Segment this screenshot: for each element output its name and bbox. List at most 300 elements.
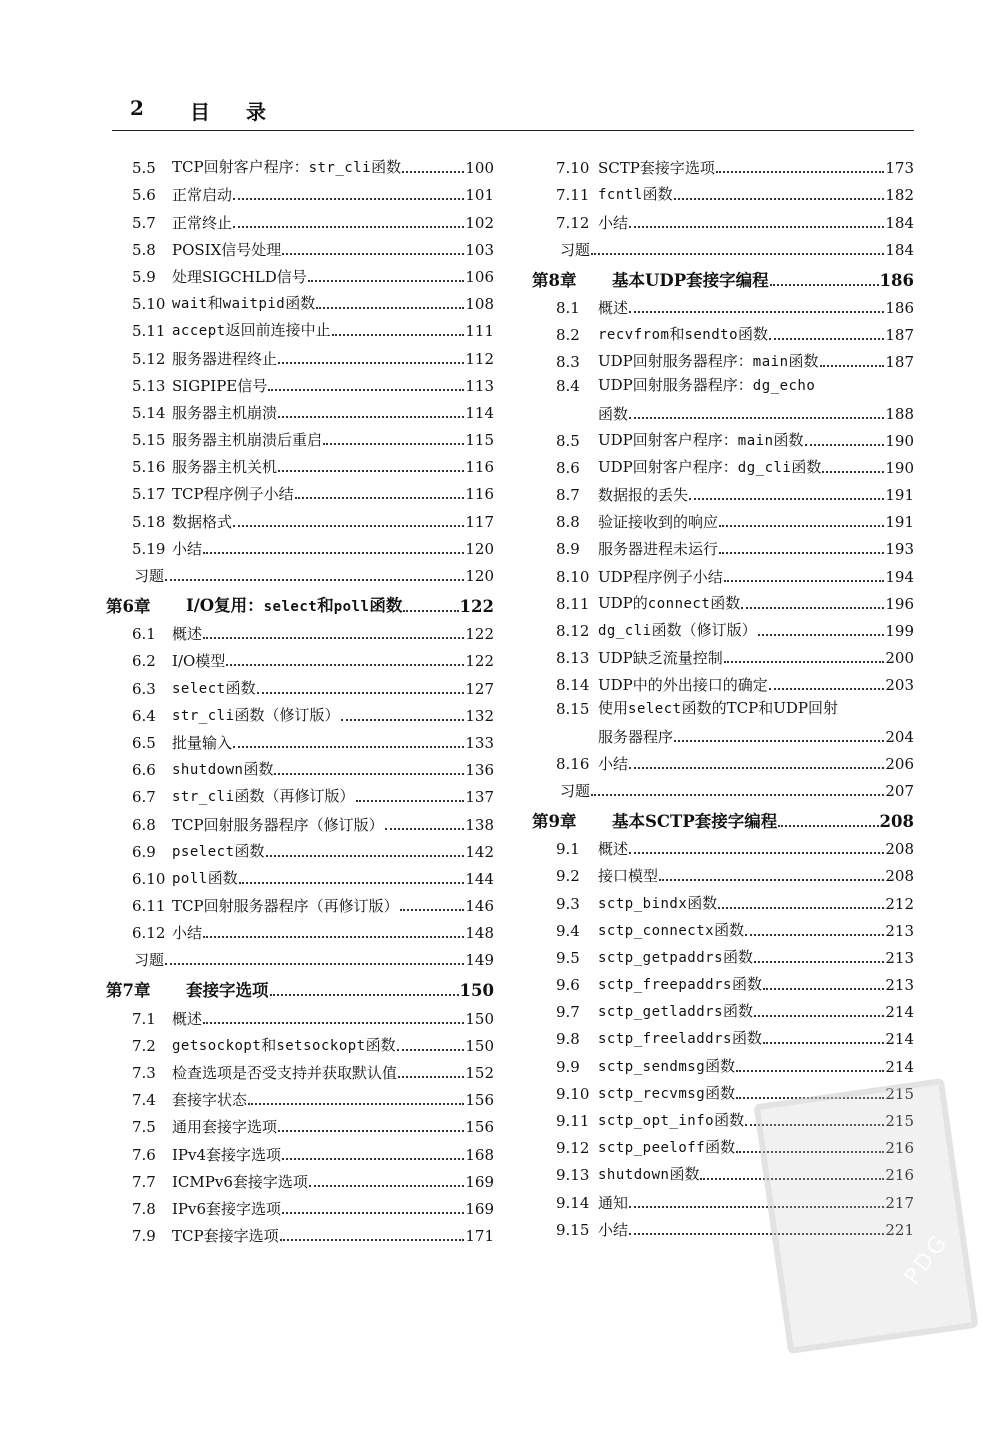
page-ref: 186 bbox=[879, 270, 914, 290]
page-ref: 191 bbox=[885, 486, 914, 505]
entry-title: 小结 bbox=[598, 1220, 629, 1239]
entry-title: TCP回射服务器程序（修订版） bbox=[172, 815, 384, 834]
toc-entry[interactable] bbox=[102, 259, 494, 286]
toc-entry[interactable] bbox=[528, 885, 914, 912]
section-number: 习题 bbox=[134, 951, 165, 970]
entry-title: 概述 bbox=[172, 1009, 203, 1028]
toc-entry[interactable] bbox=[102, 1191, 494, 1218]
section-number: 习题 bbox=[560, 240, 591, 259]
leader-dots bbox=[165, 963, 464, 965]
page-ref: 106 bbox=[465, 267, 494, 286]
toc-right-column bbox=[528, 150, 914, 1239]
page-ref: 114 bbox=[465, 403, 494, 422]
entry-title: str_cli函数（修订版） bbox=[172, 705, 340, 724]
section-number: 7.11 bbox=[556, 186, 590, 205]
toc-entry[interactable] bbox=[528, 290, 914, 317]
toc-entry[interactable] bbox=[102, 286, 494, 313]
entry-title: 小结 bbox=[172, 539, 203, 558]
entry-title: sctp_peeloff函数 bbox=[598, 1138, 736, 1157]
chapter-number: 第9章 bbox=[532, 811, 577, 831]
leader-dots bbox=[203, 936, 464, 938]
toc-entry[interactable] bbox=[528, 450, 914, 477]
page-ref: 184 bbox=[885, 213, 914, 232]
leader-dots bbox=[769, 688, 885, 690]
page-ref: 207 bbox=[885, 781, 914, 800]
entry-title: pselect函数 bbox=[172, 841, 265, 860]
section-number: 5.5 bbox=[132, 159, 156, 178]
toc-entry[interactable] bbox=[102, 1028, 494, 1055]
section-number: 6.7 bbox=[132, 788, 156, 807]
section-number: 5.11 bbox=[132, 322, 166, 341]
toc-entry[interactable] bbox=[102, 313, 494, 340]
page-ref: 113 bbox=[465, 376, 494, 395]
entry-title: 服务器主机崩溃后重启 bbox=[172, 431, 323, 450]
chapter-number: 第7章 bbox=[106, 981, 151, 1001]
section-number: 8.14 bbox=[556, 676, 590, 695]
toc-entry[interactable] bbox=[528, 204, 914, 231]
toc-entry[interactable] bbox=[102, 1164, 494, 1191]
leader-dots bbox=[674, 740, 884, 742]
section-number: 6.12 bbox=[132, 924, 166, 943]
leader-dots bbox=[758, 634, 885, 636]
section-number: 5.6 bbox=[132, 186, 156, 205]
page-ref: 190 bbox=[885, 458, 914, 477]
page-ref: 186 bbox=[885, 298, 914, 317]
toc-entry[interactable] bbox=[528, 613, 914, 640]
page-ref: 208 bbox=[885, 840, 914, 859]
page-ref: 182 bbox=[885, 186, 914, 205]
entry-title: 数据格式 bbox=[172, 512, 233, 531]
leader-dots bbox=[724, 580, 885, 582]
toc-entry[interactable] bbox=[528, 177, 914, 204]
leader-dots bbox=[233, 226, 464, 228]
leader-dots bbox=[274, 773, 464, 775]
leader-dots bbox=[233, 746, 464, 748]
toc-entry[interactable] bbox=[102, 422, 494, 449]
page-ref: 216 bbox=[885, 1139, 914, 1158]
toc-entry[interactable] bbox=[528, 667, 914, 694]
page-ref: 217 bbox=[885, 1193, 914, 1212]
leader-dots bbox=[268, 389, 464, 391]
leader-dots bbox=[282, 1158, 464, 1160]
page-ref: 199 bbox=[885, 622, 914, 640]
section-number: 9.15 bbox=[556, 1220, 590, 1239]
section-number: 7.10 bbox=[556, 159, 590, 178]
toc-entry[interactable] bbox=[528, 994, 914, 1021]
toc-entry[interactable] bbox=[102, 1136, 494, 1163]
leader-dots bbox=[805, 444, 885, 446]
toc-entry[interactable] bbox=[102, 806, 494, 833]
section-number: 6.10 bbox=[132, 869, 166, 888]
entry-title-continued: 服务器程序 bbox=[598, 727, 674, 746]
entry-title: 小结 bbox=[598, 213, 629, 232]
leader-dots bbox=[316, 307, 464, 309]
section-number: 5.10 bbox=[132, 295, 166, 314]
toc-entry[interactable] bbox=[102, 725, 494, 752]
toc-entry[interactable] bbox=[528, 150, 914, 177]
leader-dots bbox=[356, 800, 465, 802]
leader-dots bbox=[332, 334, 465, 336]
leader-dots bbox=[629, 311, 884, 313]
section-number: 9.6 bbox=[556, 976, 580, 995]
entry-title: 服务器进程未运行 bbox=[598, 540, 719, 559]
entry-title: dg_cli函数（修订版） bbox=[598, 621, 757, 639]
entry-title: 处理SIGCHLD信号 bbox=[172, 267, 307, 286]
page-ref: 100 bbox=[465, 159, 494, 178]
page-ref: 127 bbox=[465, 679, 494, 698]
page-header bbox=[112, 94, 914, 131]
toc-entry[interactable] bbox=[102, 395, 494, 422]
page-ref: 112 bbox=[465, 349, 494, 368]
page-ref: 101 bbox=[465, 186, 494, 205]
entry-title: UDP回射客户程序：dg_cli函数 bbox=[598, 457, 822, 476]
entry-title: select函数 bbox=[172, 678, 256, 697]
leader-dots bbox=[770, 284, 879, 286]
leader-dots bbox=[719, 525, 884, 527]
page-ref: 208 bbox=[879, 811, 914, 831]
toc-entry[interactable] bbox=[528, 694, 914, 718]
page-ref: 194 bbox=[885, 567, 914, 586]
toc-entry[interactable] bbox=[102, 834, 494, 861]
page-ref: 144 bbox=[465, 869, 494, 888]
entry-title: 概述 bbox=[598, 840, 629, 859]
toc-entry[interactable] bbox=[528, 640, 914, 667]
page-ref: 152 bbox=[465, 1064, 494, 1082]
section-number: 8.13 bbox=[556, 649, 590, 668]
toc-entry[interactable] bbox=[102, 476, 494, 503]
toc-entry[interactable] bbox=[102, 204, 494, 231]
page-ref: 214 bbox=[885, 1003, 914, 1022]
leader-dots bbox=[745, 934, 884, 936]
toc-entry[interactable] bbox=[528, 940, 914, 967]
toc-entry[interactable] bbox=[528, 1021, 914, 1048]
leader-dots bbox=[629, 852, 884, 854]
section-number: 7.8 bbox=[132, 1199, 156, 1218]
watermark-text: PDG bbox=[899, 1229, 954, 1290]
entry-title: UDP缺乏流量控制 bbox=[598, 649, 723, 668]
leader-dots bbox=[716, 171, 884, 173]
toc-exercises[interactable] bbox=[528, 232, 914, 259]
entry-title: shutdown函数 bbox=[172, 760, 274, 779]
page-ref: 136 bbox=[465, 761, 494, 780]
entry-title: sctp_bindx函数 bbox=[598, 893, 718, 912]
page-ref: 111 bbox=[465, 322, 494, 341]
page-ref: 149 bbox=[465, 951, 494, 970]
toc-entry[interactable] bbox=[102, 150, 494, 177]
entry-title-continued: 函数 bbox=[598, 404, 629, 423]
toc-entry[interactable] bbox=[528, 344, 914, 371]
entry-title: poll函数 bbox=[172, 868, 238, 887]
entry-title: POSIX信号处理 bbox=[172, 240, 282, 259]
toc-chapter[interactable] bbox=[528, 259, 914, 290]
entry-title: UDP的connect函数 bbox=[598, 593, 741, 612]
section-number: 8.16 bbox=[556, 754, 590, 773]
entry-title: str_cli函数（再修订版） bbox=[172, 787, 355, 806]
section-number: 8.2 bbox=[556, 326, 580, 345]
entry-title: UDP回射客户程序：main函数 bbox=[598, 430, 804, 449]
page-ref: 132 bbox=[465, 706, 494, 725]
leader-dots bbox=[295, 497, 465, 499]
section-number: 习题 bbox=[560, 781, 591, 800]
toc-entry[interactable] bbox=[102, 340, 494, 367]
leader-dots bbox=[659, 879, 884, 881]
entry-title: sctp_recvmsg函数 bbox=[598, 1083, 736, 1102]
toc-exercises[interactable] bbox=[102, 558, 494, 585]
toc-entry[interactable] bbox=[102, 1218, 494, 1245]
section-number: 6.5 bbox=[132, 733, 156, 752]
section-number: 8.8 bbox=[556, 513, 580, 532]
section-number: 5.19 bbox=[132, 539, 166, 558]
leader-dots bbox=[629, 226, 884, 228]
page-ref: 200 bbox=[885, 649, 914, 668]
section-number: 9.2 bbox=[556, 867, 580, 886]
leader-dots bbox=[724, 661, 885, 663]
toc-entry[interactable] bbox=[528, 371, 914, 395]
page-ref: 120 bbox=[465, 539, 494, 558]
toc-entry[interactable] bbox=[102, 368, 494, 395]
page-ref: 212 bbox=[885, 894, 914, 913]
toc-entry[interactable] bbox=[528, 317, 914, 344]
entry-title: sctp_getpaddrs函数 bbox=[598, 947, 754, 966]
toc-entry[interactable] bbox=[528, 746, 914, 773]
toc-entry[interactable] bbox=[102, 779, 494, 806]
section-number: 习题 bbox=[134, 567, 165, 585]
toc-entry[interactable] bbox=[102, 1109, 494, 1136]
leader-dots bbox=[591, 253, 884, 255]
toc-entry[interactable] bbox=[102, 698, 494, 725]
toc-entry[interactable] bbox=[102, 177, 494, 204]
page-ref: 120 bbox=[465, 567, 494, 585]
section-number: 5.16 bbox=[132, 458, 166, 477]
section-number: 9.12 bbox=[556, 1139, 590, 1158]
toc-entry[interactable] bbox=[528, 586, 914, 613]
toc-entry[interactable] bbox=[102, 670, 494, 697]
page-ref: 103 bbox=[465, 240, 494, 259]
toc-entry[interactable] bbox=[102, 1055, 494, 1082]
section-number: 8.12 bbox=[556, 622, 590, 640]
chapter-title: 套接字选项 bbox=[186, 981, 269, 1001]
section-number: 7.7 bbox=[132, 1172, 156, 1191]
entry-title: TCP回射客户程序：str_cli函数 bbox=[172, 158, 402, 177]
leader-dots bbox=[719, 552, 884, 554]
page-ref: 221 bbox=[885, 1220, 914, 1239]
page-ref: 150 bbox=[465, 1009, 494, 1028]
page-ref: 196 bbox=[885, 594, 914, 613]
toc-entry[interactable] bbox=[528, 913, 914, 940]
entry-title: 服务器主机关机 bbox=[172, 458, 278, 477]
entry-title: 使用select函数的TCP和UDP回射 bbox=[598, 699, 838, 718]
page-ref: 150 bbox=[459, 981, 494, 1001]
toc-entry[interactable] bbox=[102, 503, 494, 530]
toc-entry[interactable] bbox=[528, 531, 914, 558]
toc-entry[interactable] bbox=[528, 1048, 914, 1075]
section-number: 5.15 bbox=[132, 431, 166, 450]
entry-title: 正常终止 bbox=[172, 213, 233, 232]
toc-entry[interactable] bbox=[102, 1082, 494, 1109]
leader-dots bbox=[398, 1076, 464, 1078]
page-ref: 122 bbox=[465, 625, 494, 644]
leader-dots bbox=[278, 416, 464, 418]
toc-chapter[interactable] bbox=[528, 800, 914, 831]
entry-title: IPv4套接字选项 bbox=[172, 1145, 282, 1164]
leader-dots bbox=[165, 579, 464, 581]
entry-title: SIGPIPE信号 bbox=[172, 376, 268, 395]
page-ref: 187 bbox=[885, 353, 914, 372]
section-number: 8.10 bbox=[556, 567, 590, 586]
section-number: 8.7 bbox=[556, 486, 580, 505]
section-number: 9.10 bbox=[556, 1084, 590, 1103]
page-ref: 169 bbox=[465, 1172, 494, 1191]
section-number: 7.5 bbox=[132, 1118, 156, 1137]
page-ref: 208 bbox=[885, 867, 914, 886]
entry-title: shutdown函数 bbox=[598, 1165, 700, 1184]
section-number: 6.1 bbox=[132, 625, 156, 644]
entry-title: UDP回射服务器程序：dg_echo bbox=[598, 376, 816, 395]
toc-entry[interactable] bbox=[528, 858, 914, 885]
entry-title: 通知 bbox=[598, 1193, 629, 1212]
section-number: 8.6 bbox=[556, 458, 580, 477]
page-ref: 184 bbox=[885, 240, 914, 259]
toc-left-column bbox=[102, 150, 494, 1245]
leader-dots bbox=[689, 498, 884, 500]
toc-entry[interactable] bbox=[528, 423, 914, 450]
toc-entry[interactable] bbox=[102, 449, 494, 476]
section-number: 7.9 bbox=[132, 1227, 156, 1246]
leader-dots bbox=[769, 338, 884, 340]
toc-entry[interactable] bbox=[528, 967, 914, 994]
page-ref: 138 bbox=[465, 815, 494, 834]
page-ref: 168 bbox=[465, 1145, 494, 1164]
leader-dots bbox=[718, 907, 884, 909]
entry-title: sctp_freepaddrs函数 bbox=[598, 975, 762, 994]
section-number: 8.1 bbox=[556, 298, 580, 317]
leader-dots bbox=[754, 1015, 884, 1017]
leader-dots bbox=[233, 525, 464, 527]
section-number: 8.15 bbox=[556, 700, 590, 719]
toc-chapter[interactable] bbox=[102, 969, 494, 1000]
leader-dots bbox=[257, 692, 465, 694]
toc-entry[interactable] bbox=[102, 861, 494, 888]
page-ref: 122 bbox=[459, 597, 494, 616]
entry-title: TCP套接字选项 bbox=[172, 1227, 279, 1246]
section-number: 6.2 bbox=[132, 652, 156, 671]
entry-title: getsockopt和setsockopt函数 bbox=[172, 1035, 396, 1054]
section-number: 7.2 bbox=[132, 1036, 156, 1055]
page-ref: 213 bbox=[885, 948, 914, 967]
entry-title: 通用套接字选项 bbox=[172, 1118, 278, 1137]
toc-entry[interactable] bbox=[102, 616, 494, 643]
leader-dots bbox=[741, 607, 884, 609]
section-number: 8.11 bbox=[556, 594, 590, 613]
toc-entry[interactable] bbox=[528, 831, 914, 858]
section-number: 9.5 bbox=[556, 948, 580, 967]
toc-entry[interactable] bbox=[102, 915, 494, 942]
entry-title: 接口模型 bbox=[598, 867, 659, 886]
page-ref: 206 bbox=[885, 754, 914, 773]
toc-entry[interactable] bbox=[102, 752, 494, 779]
leader-dots bbox=[397, 1049, 465, 1051]
entry-title: sctp_getladdrs函数 bbox=[598, 1002, 754, 1021]
toc-exercises[interactable] bbox=[528, 773, 914, 800]
page-ref: 216 bbox=[885, 1166, 914, 1185]
leader-dots bbox=[308, 280, 465, 282]
page-ref: 213 bbox=[885, 976, 914, 995]
page-ref: 191 bbox=[885, 513, 914, 532]
leader-dots bbox=[400, 909, 465, 911]
toc-chapter[interactable] bbox=[102, 585, 494, 616]
toc-entry-continuation[interactable] bbox=[528, 395, 914, 422]
page-ref: 203 bbox=[885, 676, 914, 695]
section-number: 7.3 bbox=[132, 1064, 156, 1082]
page-ref: 215 bbox=[885, 1112, 914, 1130]
page-ref: 108 bbox=[465, 295, 494, 314]
entry-title: accept返回前连接中止 bbox=[172, 321, 331, 340]
leader-dots bbox=[278, 1130, 464, 1132]
leader-dots bbox=[282, 1212, 464, 1214]
section-number: 5.7 bbox=[132, 213, 156, 232]
entry-title: 正常启动 bbox=[172, 186, 233, 205]
toc-entry[interactable] bbox=[102, 531, 494, 558]
page-ref: 122 bbox=[465, 652, 494, 671]
toc-entry[interactable] bbox=[102, 888, 494, 915]
entry-title: 概述 bbox=[598, 298, 629, 317]
toc-entry[interactable] bbox=[528, 558, 914, 585]
entry-title: UDP中的外出接口的确定 bbox=[598, 676, 768, 695]
leader-dots bbox=[754, 961, 884, 963]
page-ref: 193 bbox=[885, 540, 914, 559]
entry-title: I/O模型 bbox=[172, 652, 226, 671]
leader-dots bbox=[203, 637, 464, 639]
entry-title: sctp_opt_info函数 bbox=[598, 1111, 745, 1129]
section-number: 5.18 bbox=[132, 512, 166, 531]
toc-entry-continuation[interactable] bbox=[528, 718, 914, 745]
page-ref: 102 bbox=[465, 213, 494, 232]
section-number: 9.11 bbox=[556, 1112, 590, 1130]
leader-dots bbox=[226, 664, 464, 666]
entry-title: 批量输入 bbox=[172, 733, 233, 752]
toc-entry[interactable] bbox=[528, 504, 914, 531]
leader-dots bbox=[278, 362, 464, 364]
section-number: 7.1 bbox=[132, 1009, 156, 1028]
toc-entry[interactable] bbox=[528, 477, 914, 504]
leader-dots bbox=[822, 471, 884, 473]
page-ref: 148 bbox=[465, 924, 494, 943]
page-ref: 214 bbox=[885, 1030, 914, 1049]
page-ref: 117 bbox=[465, 512, 494, 531]
page-ref: 173 bbox=[885, 159, 914, 178]
entry-title: UDP回射服务器程序：main函数 bbox=[598, 352, 819, 371]
page-ref: 116 bbox=[465, 485, 494, 504]
leader-dots bbox=[820, 365, 885, 367]
toc-entry[interactable] bbox=[102, 1000, 494, 1027]
entry-title: SCTP套接字选项 bbox=[598, 159, 715, 178]
toc-exercises[interactable] bbox=[102, 942, 494, 969]
toc-entry[interactable] bbox=[102, 643, 494, 670]
entry-title: ICMPv6套接字选项 bbox=[172, 1172, 308, 1191]
section-number: 5.9 bbox=[132, 267, 156, 286]
leader-dots bbox=[763, 988, 884, 990]
leader-dots bbox=[385, 828, 465, 830]
page-title: 目录 bbox=[190, 100, 302, 124]
entry-title: UDP程序例子小结 bbox=[598, 567, 723, 586]
leader-dots bbox=[763, 1042, 884, 1044]
entry-title: 服务器进程终止 bbox=[172, 349, 278, 368]
entry-title: IPv6套接字选项 bbox=[172, 1199, 282, 1218]
page-ref: 142 bbox=[465, 842, 494, 861]
leader-dots bbox=[402, 171, 464, 173]
toc-entry[interactable] bbox=[102, 232, 494, 259]
leader-dots bbox=[282, 253, 464, 255]
